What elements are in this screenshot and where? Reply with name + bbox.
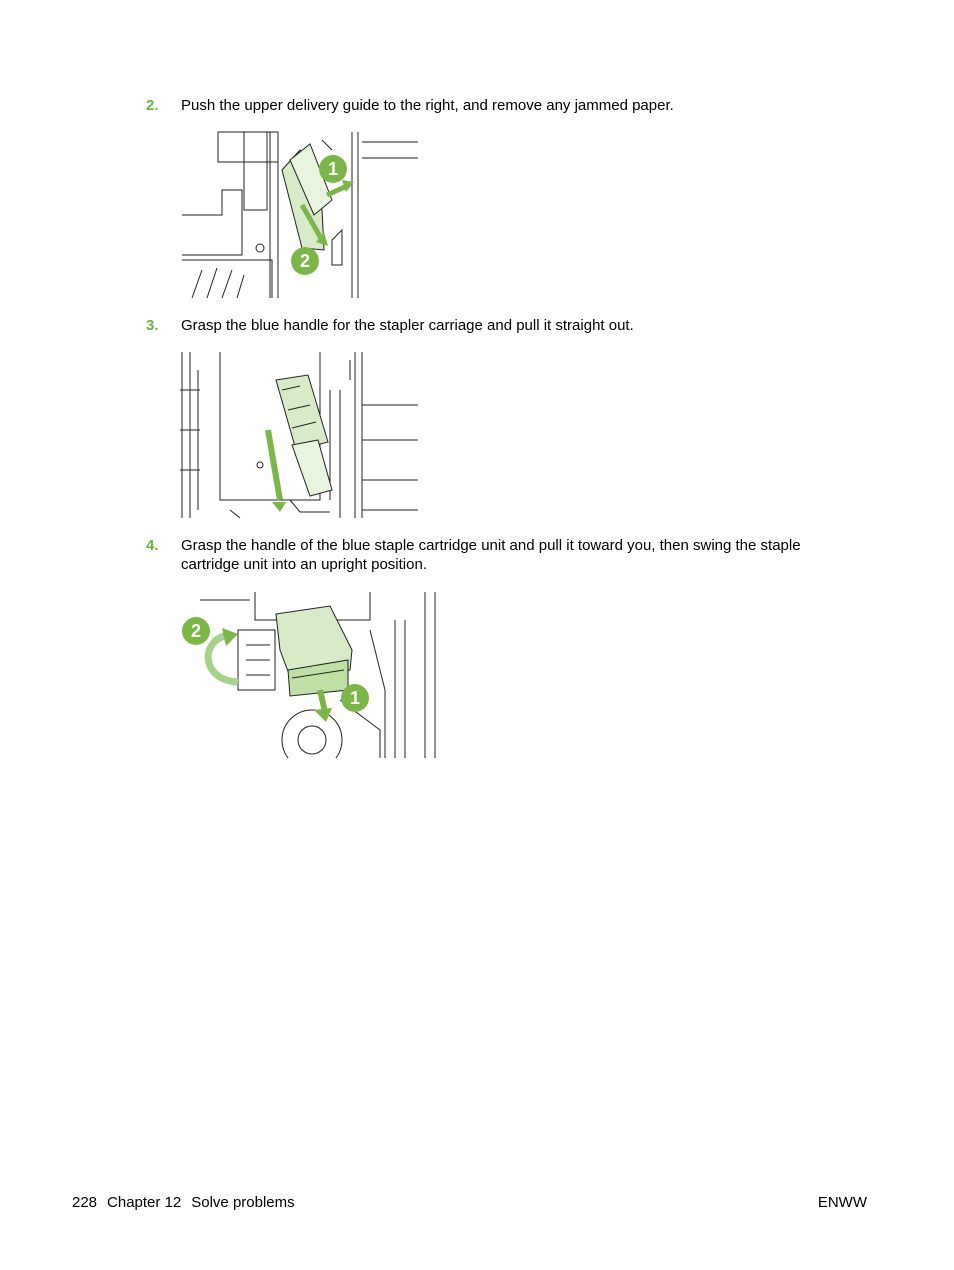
figure-upper-delivery-guide: [182, 130, 418, 298]
callout-2-label: 2: [299, 251, 311, 271]
step-number: 2.: [146, 97, 159, 114]
callout-2-icon: [290, 246, 320, 276]
figure-staple-cartridge: [180, 590, 440, 758]
page-footer-right: ENWW: [817, 1194, 867, 1211]
step-number: 4.: [146, 537, 159, 554]
callout-1-icon: [318, 154, 348, 184]
page-footer-left: [72, 1193, 305, 1212]
page-number: 228: [72, 1194, 98, 1211]
callout-1-icon: [340, 683, 370, 713]
callout-1-label: 1: [327, 159, 339, 179]
chapter-label: Chapter 12: [107, 1194, 182, 1211]
callout-2-icon: [181, 616, 211, 646]
step-text: Grasp the handle of the blue staple cartridge unit and pull it toward you, then swing the staple cartridge unit into an upright position.: [181, 537, 801, 573]
step-text: Grasp the blue handle for the stapler carriage and pull it straight out.: [181, 317, 634, 334]
callout-1-label: 1: [349, 688, 361, 708]
step-text: Push the upper delivery guide to the right, and remove any jammed paper.: [181, 97, 674, 114]
illustration-staple-cartridge: [180, 590, 440, 758]
illustration-stapler-carriage: [180, 350, 418, 518]
section-label: Solve problems: [191, 1194, 295, 1211]
step-number: 3.: [146, 317, 159, 334]
figure-stapler-carriage: [180, 350, 418, 518]
callout-2-label: 2: [190, 621, 202, 641]
